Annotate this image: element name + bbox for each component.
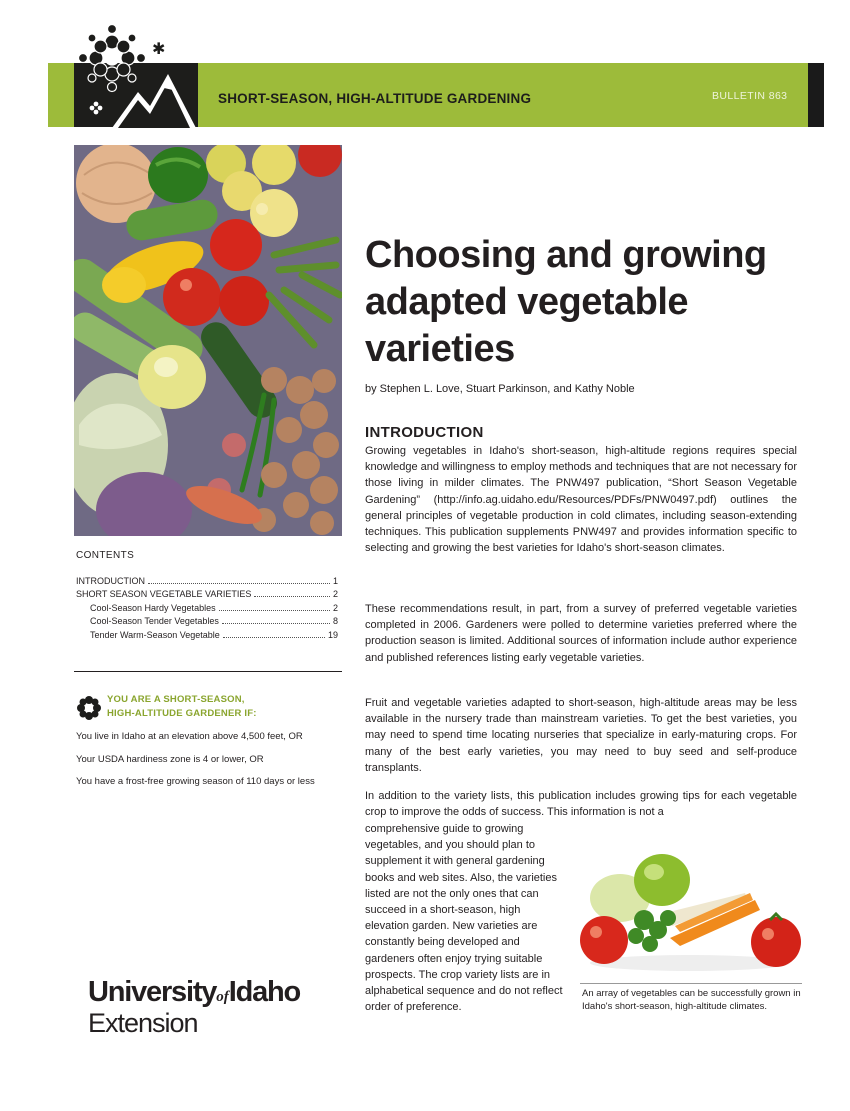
toc-leader xyxy=(148,583,330,584)
toc-leader xyxy=(219,610,330,611)
wordmark-idaho: Idaho xyxy=(228,976,301,1008)
toc-leader xyxy=(254,596,330,597)
flower-icon xyxy=(76,695,102,721)
toc-entry-page: 2 xyxy=(332,589,338,599)
body-paragraph: In addition to the variety lists, this publication includes growing tips for each vegetable crop to improve the odds of success. This information is not a xyxy=(365,790,797,819)
table-of-contents xyxy=(76,572,338,640)
toc-leader xyxy=(222,623,330,624)
callout-heading xyxy=(107,693,257,721)
svg-text:✱: ✱ xyxy=(152,39,166,58)
toc-entry[interactable] xyxy=(76,572,338,586)
body-paragraph: These recommendations result, in part, from a survey of preferred vegetable varieties completed in 2006. Gardeners were polled to determine varieties preferred where the production season is limited. Additional sources of information include author experience and published references listing early vegetable varieties. xyxy=(365,603,797,664)
callout-heading-line2: HIGH-ALTITUDE GARDENER IF: xyxy=(107,708,257,719)
article-title: Choosing and growing adapted vegetable varieties xyxy=(365,234,767,370)
snowflake-mountain-logo xyxy=(74,20,198,132)
toc-entry[interactable] xyxy=(76,599,338,613)
toc-entry-label: INTRODUCTION xyxy=(76,575,145,586)
photo-caption: An array of vegetables can be successfully grown in Idaho's short-season, high-altitude climates. xyxy=(582,988,801,1012)
wordmark-extension: Extension xyxy=(88,1008,198,1038)
vegetable-array-photo xyxy=(580,838,802,980)
toc-entry-label: Tender Warm-Season Vegetable xyxy=(90,629,220,640)
toc-entry[interactable] xyxy=(76,613,338,627)
toc-leader xyxy=(223,637,325,638)
toc-entry-page: 19 xyxy=(327,629,338,640)
contents-heading: CONTENTS xyxy=(76,550,135,561)
body-paragraph-wrapped: comprehensive guide to growing vegetables, and you should plan to supplement it with general gardening books and web sites. Also, the varieties listed are not the only ones that can succeed in a short-season, high elevation garden. New varieties are constantly being developed and gardeners often enjoy trying suitable prospects. The crop variety lists are in alphabetical sequence and do not reflect order of preference. xyxy=(365,823,563,1014)
sidebar-divider xyxy=(74,671,342,672)
university-logo[interactable] xyxy=(88,976,301,1038)
bulletin-number: BULLETIN 863 xyxy=(712,90,788,102)
article-byline: by Stephen L. Love, Stuart Parkinson, and Kathy Noble xyxy=(365,383,635,395)
vegetable-harvest-photo xyxy=(74,145,342,536)
toc-entry-page: 8 xyxy=(332,616,338,626)
callout-item: You live in Idaho at an elevation above 4,500 feet, OR xyxy=(76,731,303,742)
body-paragraph: Fruit and vegetable varieties adapted to short-season, high-altitude areas may be less available in the nursery trade than mainstream varieties. To get the best varieties, you may need to spend time locating nurseries that specialize in early-maturing crops. For many of the best early varieties, you may need to buy seed and self-produce transplants. xyxy=(365,697,797,774)
toc-entry-label: SHORT SEASON VEGETABLE VARIETIES xyxy=(76,589,252,599)
toc-entry-page: 1 xyxy=(332,575,338,586)
callout-item: Your USDA hardiness zone is 4 or lower, OR xyxy=(76,754,264,765)
body-paragraph: Growing vegetables in Idaho's short-season, high-altitude regions requires special knowledge and willingness to employ methods and techniques that are not necessary for those living in milder climates. The PNW497 publication, “Short Season Vegetable Gardening” (http://info.ag.uidaho.edu/Resources/PDFs/PNW0497.pdf) outlines the general principles of vegetable production in cold climates, including season-extending techniques. This publication supplements PNW497 and provides information specific to selecting and growing the best varieties for Idaho's short-season climates. xyxy=(365,445,797,555)
wordmark-of: of xyxy=(216,989,229,1005)
toc-entry-label: Cool-Season Hardy Vegetables xyxy=(90,602,216,613)
toc-entry-label: Cool-Season Tender Vegetables xyxy=(90,616,219,626)
toc-entry[interactable] xyxy=(76,586,338,600)
university-wordmark xyxy=(88,978,300,1011)
section-heading-introduction: INTRODUCTION xyxy=(365,424,484,441)
header-band-edge xyxy=(808,63,824,127)
toc-entry[interactable] xyxy=(76,626,338,640)
wordmark-university: University xyxy=(88,976,217,1008)
series-title: SHORT-SEASON, HIGH-ALTITUDE GARDENING xyxy=(218,91,532,106)
toc-entry-page: 2 xyxy=(332,602,338,613)
callout-heading-line1: YOU ARE A SHORT-SEASON, xyxy=(107,694,245,705)
caption-divider xyxy=(580,983,802,984)
callout-item: You have a frost-free growing season of 110 days or less xyxy=(76,776,315,787)
